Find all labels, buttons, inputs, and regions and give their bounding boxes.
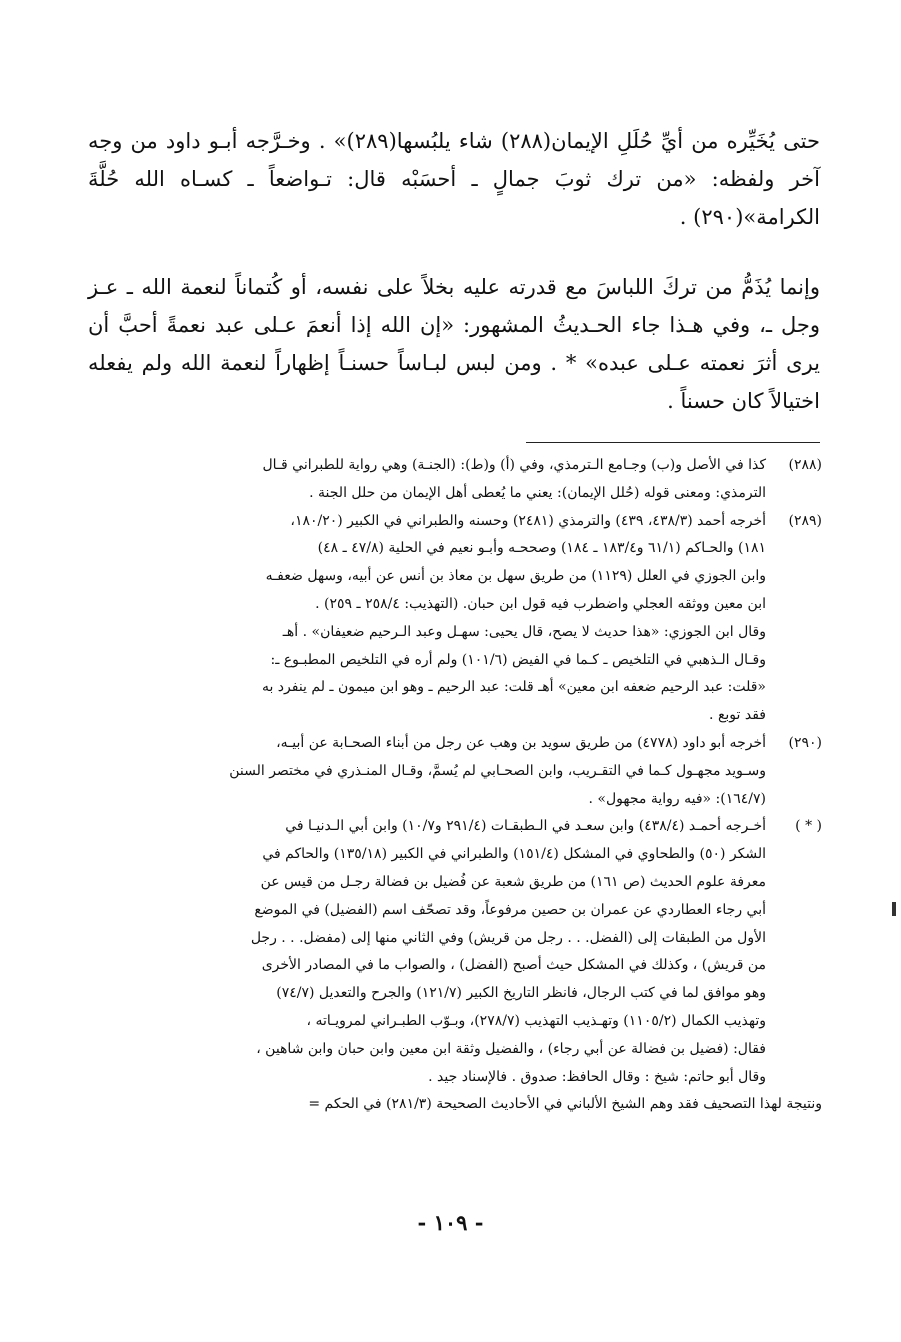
footnote-line: الأول من الطبقات إلى (الفضل. . . رجل من قريش) وفي الثاني منها إلى (مفضل. . . رجل xyxy=(250,929,766,946)
footnote-line: وسـويد مجهـول كـما في التقـريب، وابن الصحـابي لم يُسمَّ، وقـال المنـذري في مختصر السنن xyxy=(229,762,766,779)
footnote-line: أخرجه أحمد (٤٣٨/٣، ٤٣٩) والترمذي (٢٤٨١) وحسنه والطبراني في الكبير (١٨٠/٢٠، xyxy=(290,512,766,529)
footnote-line: «قلت: عبد الرحيم ضعفه ابن معين» أهـ قلت: عبد الرحيم ـ وهو ابن ميمون ـ لم ينفرد به xyxy=(261,679,766,696)
footnote-line: معرفة علوم الحديث (ص ١٦١) من طريق شعبة عن فُضيل بن فضالة رجـل من قيس عن xyxy=(260,873,766,890)
footnote-289 xyxy=(100,508,822,730)
footnote-line: وقـال الـذهبي في التلخيص ـ كـما في الفيض (١٠١/٦) ولم أره في التلخيص المطبـوع ـ: xyxy=(270,651,766,668)
footnote-number: (٢٨٨) xyxy=(788,457,822,473)
footnote-body xyxy=(100,452,766,508)
footnote-number: (٢٨٩) xyxy=(788,512,822,529)
footnote-line: ١٨١) والحـاكم (٦١/١ و١٨٣/٤ ـ ١٨٤) وصححـه وأبـو نعيم في الحلية (٤٧/٨ ـ ٤٨) xyxy=(317,540,766,557)
footnote-star xyxy=(100,813,822,1091)
scan-mark xyxy=(892,902,896,916)
footnote-line: وابن الجوزي في العلل (١١٢٩) من طريق سهل بن معاذ بن أنس عن أبيه، وسهل ضعفـه xyxy=(265,568,766,585)
footnote-separator xyxy=(526,442,820,443)
footnote-line: (١٦٤/٧): «فيه رواية مجهول» . xyxy=(588,790,766,807)
footnote-line: الشكر (٥٠) والطحاوي في المشكل (١٥١/٤) والطبراني في الكبير (١٣٥/١٨) والحاكم في xyxy=(262,846,766,863)
footnote-line: وتهذيب الكمال (١١٠٥/٢) وتهـذيب التهذيب (٢٧٨/٧)، وبـوّب الطبـراني لمرويـاته ، xyxy=(306,1012,766,1029)
footnotes-section xyxy=(100,452,822,1119)
footnote-290 xyxy=(100,730,822,813)
page-number: - ١٠٩ - xyxy=(417,1210,484,1235)
main-paragraph-1: حتى يُخَيِّره من أيِّ حُلَلِ الإيمان(٢٨٨) شاء يلبُسها(٢٨٩)» . وخـرَّجه أبـو داود من وجه آخر ولفظه: «من ترك ثوبَ جمالٍ ـ أحسَبْه قال: تـواضعاً ـ كسـاه الله حُلَّةَ الكرامة»(٢٩٠) . xyxy=(88,129,820,229)
footnote-body xyxy=(100,730,766,813)
footnote-line: فقد توبع . xyxy=(709,707,766,724)
footnote-body xyxy=(100,813,766,1091)
footnote-line: وهو موافق لما في كتب الرجال، فانظر التاريخ الكبير (١٢١/٧) والجرح والتعديل (٧٤/٧) xyxy=(276,985,766,1002)
main-text xyxy=(88,122,820,452)
footnote-line: أبي رجاء العطاردي عن عمران بن حصين مرفوعاً، وقد تصحّف اسم (الفضيل) في الموضع xyxy=(254,901,766,918)
footnote-line: فقال: (فضيل بن فضالة عن أبي رجاء) ، والفضيل وثقة ابن معين وابن حبان وابن شاهين ، xyxy=(256,1040,766,1057)
footnote-line: من قريش) ، وكذلك في المشكل حيث أصبح (الفضل) ، والصواب ما في المصادر الأخرى xyxy=(261,957,766,974)
footnote-line: الترمذي: ومعنى قوله (حُلل الإيمان): يعني ما يُعطى أهل الإيمان من حلل الجنة . xyxy=(309,484,766,501)
main-paragraph-2: وإنما يُذَمُّ من تركَ اللباسَ مع قدرته عليه بخلاً على نفسه، أو كُتماناً لنعمة الله ـ عـز وجل ـ، وفي هـذا جاء الحـديثُ المشهور: «إن الله إذا أنعمَ عـلى عبد نعمةً أحبَّ أن يرى أثرَ نعمته عـلى عبده» * . ومن لبس لبـاساً حسنـاً إظهاراً لنعمة الله ولم يفعله اختيالاً كان حسناً . xyxy=(88,275,820,413)
footnote-continuation: ونتيجة لهذا التصحيف فقد وهم الشيخ الألباني في الأحاديث الصحيحة (٢٨١/٣) في الحكم = xyxy=(308,1096,822,1113)
footnote-288 xyxy=(100,452,822,508)
footnote-line: أخرجه أبو داود (٤٧٧٨) من طريق سويد بن وهب عن رجل من أبناء الصحـابة عن أبيـه، xyxy=(276,734,766,751)
footnote-line: ابن معين ووثقه العجلي واضطرب فيه قول ابن حبان. (التهذيب: ٢٥٨/٤ ـ ٢٥٩) . xyxy=(315,595,766,612)
footnote-line: أخـرجه أحمـد (٤٣٨/٤) وابن سعـد في الـطبقـات (٢٩١/٤ و١٠/٧) وابن أبي الـدنيـا في xyxy=(285,818,766,835)
footnote-line: كذا في الأصل و(ب) وجـامع الـترمذي، وفي (أ) و(ط): (الجنـة) وهي رواية للطبراني قـال xyxy=(262,457,766,473)
footnote-line: وقال أبو حاتم: شيخ : وقال الحافظ: صدوق . فالإسناد جيد . xyxy=(428,1068,766,1085)
footnote-number: (٢٩٠) xyxy=(788,734,822,751)
footnote-body xyxy=(100,508,766,730)
footnote-number: ( * ) xyxy=(795,818,822,835)
footnote-line: وقال ابن الجوزي: «هذا حديث لا يصح، قال يحيى: سهـل وعبد الـرحيم ضعيفان» . أهـ xyxy=(282,623,766,640)
